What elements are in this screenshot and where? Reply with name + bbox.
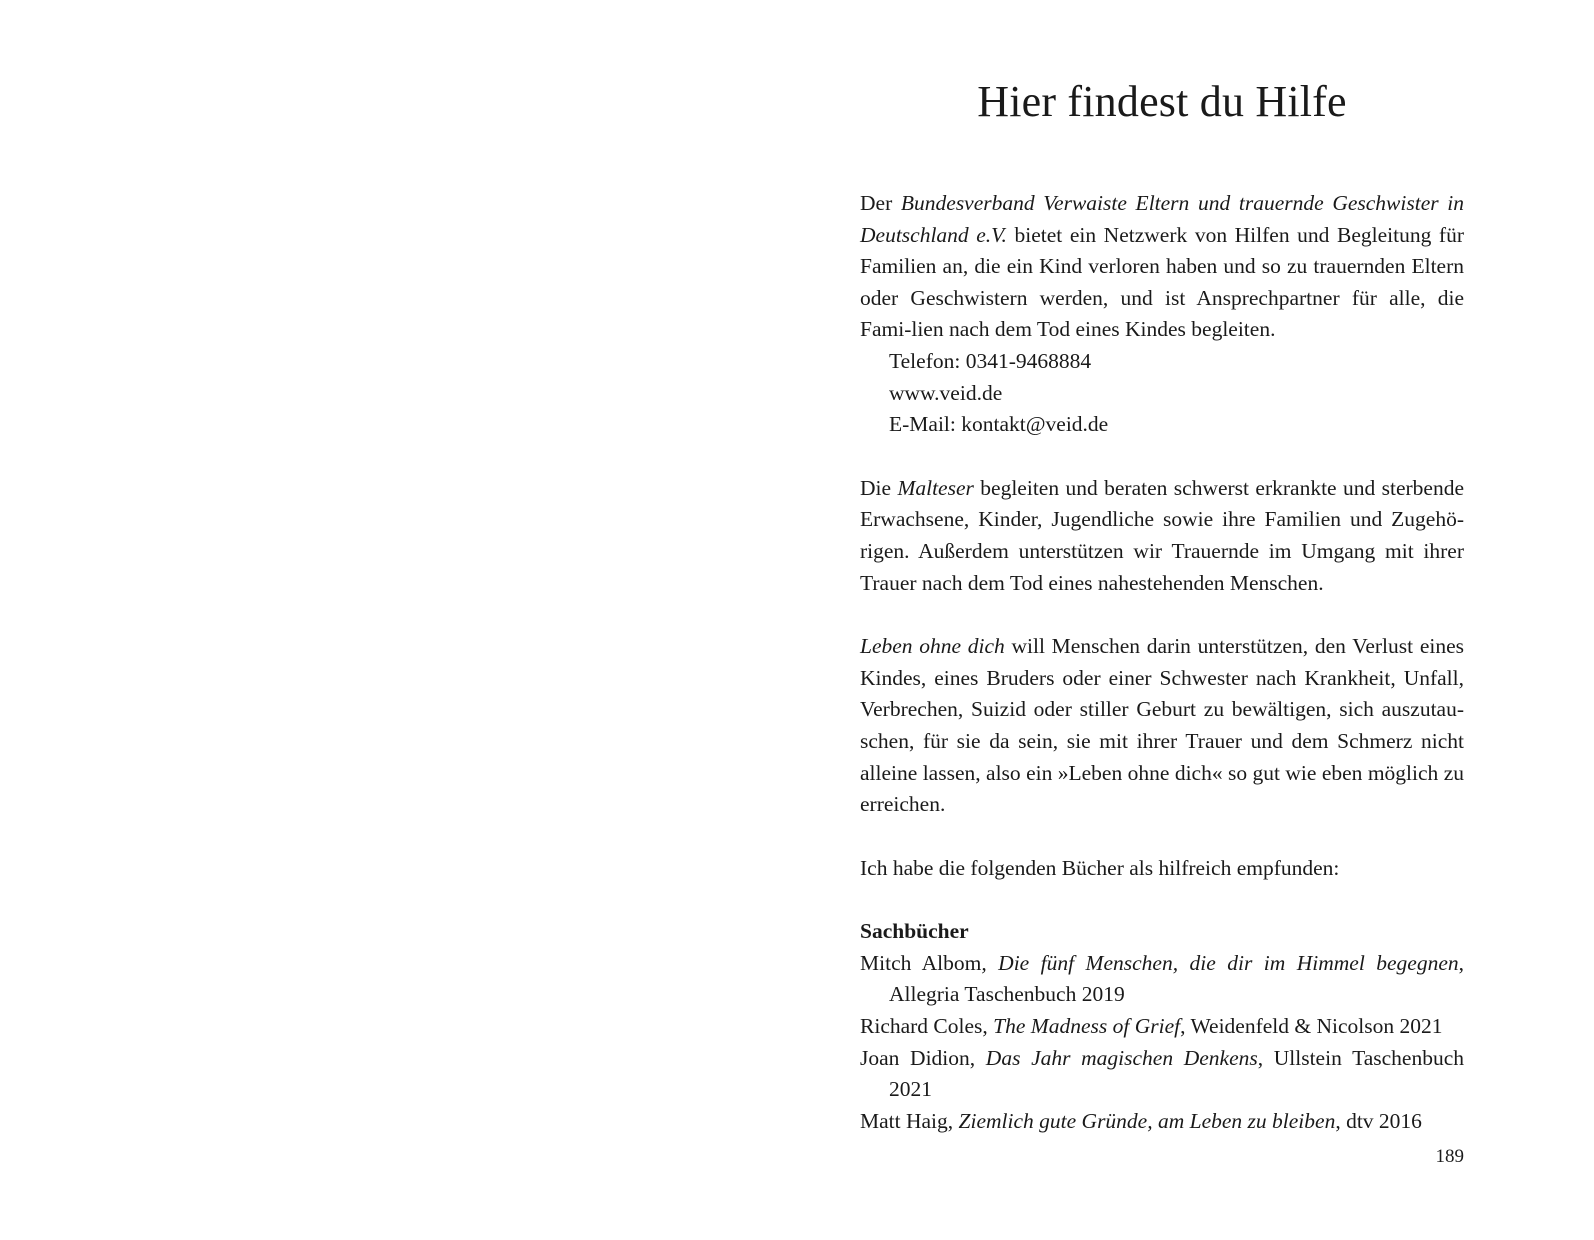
book-entry [860, 1011, 1464, 1043]
organization-name-leben-ohne-dich: Leben ohne dich [860, 634, 1005, 659]
page-number: 189 [1435, 1146, 1464, 1167]
book-separator: , [982, 1014, 994, 1039]
spacer [860, 884, 1464, 916]
phone-line: Telefon: 0341-9468884 [889, 348, 1092, 373]
book-separator: , [981, 950, 999, 975]
book-title: Das Jahr magischen Denkens [985, 1045, 1258, 1070]
book-title: Ziemlich gute Gründe, am Leben zu bleiben [958, 1108, 1336, 1133]
book-author: Matt Haig [860, 1108, 948, 1133]
book-entry [860, 1043, 1464, 1106]
book-publisher: , Allegria Taschenbuch 2019 [889, 950, 1464, 1007]
paragraph-books-intro: Ich habe die folgenden Bücher als hilfreich empfunden: [860, 855, 1340, 880]
website-link[interactable]: www.veid.de [889, 380, 1003, 405]
p1-text-start: Der [860, 191, 901, 215]
p1-text-rest: bietet ein Netzwerk von Hilfen und Begleitung für Familien an, die ein Kind verloren haben und so zu trauernden Eltern oder Geschwistern werden, und ist Ansprechpartner für alle, die Fami-lien nach dem Tod eines Kindes begleiten. [860, 222, 1464, 342]
paragraph-bundesverband [860, 188, 1464, 346]
book-title: Die fünf Menschen, die dir im Himmel begegnen [998, 950, 1459, 975]
book-publisher: , dtv 2016 [1335, 1108, 1422, 1133]
p2-text-start: Die [860, 475, 898, 500]
paragraph-leben-ohne-dich [860, 631, 1464, 821]
book-publisher: , Weidenfeld & Nicolson 2021 [1180, 1014, 1443, 1039]
body-text [860, 188, 1464, 1137]
paragraph-malteser [860, 473, 1464, 599]
book-list [860, 948, 1464, 1138]
organization-name-bundesverband: Bundesverband Verwaiste Eltern und trauernde Geschwister in Deutschland e.V. [860, 191, 1464, 247]
book-entry [860, 948, 1464, 1011]
spacer [860, 599, 1464, 631]
book-separator: , [969, 1045, 986, 1070]
section-heading-sachbuecher: Sachbücher [860, 919, 969, 944]
book-separator: , [947, 1108, 959, 1133]
organization-name-malteser: Malteser [897, 475, 974, 500]
p2-text-rest: begleiten und beraten schwerst erkrankte und sterbende Erwachsene, Kinder, Jugendliche sowie ihre Familien und Zugehö-rigen. Außerdem unterstützen wir Trauernde im Umgang mit ihrer Trauer nach dem Tod eines nahestehenden Menschen. [860, 475, 1465, 595]
book-author: Richard Coles [860, 1014, 983, 1039]
page-title: Hier findest du Hilfe [977, 77, 1347, 126]
p3-text-rest: will Menschen darin unterstützen, den Verlust eines Kindes, eines Bruders oder einer Schwester nach Krankheit, Unfall, Verbrechen, Suizid oder stiller Geburt zu bewältigen, sich auszutau-schen, für sie da sein, sie mit ihrer Trauer und dem Schmerz nicht alleine lassen, also ein »Leben ohne dich« so gut wie eben möglich zu erreichen. [860, 634, 1464, 817]
book-publisher: , Ullstein Taschenbuch 2021 [889, 1045, 1464, 1102]
contact-block [860, 346, 1464, 441]
book-author: Mitch Albom [860, 950, 982, 975]
book-author: Joan Didion [860, 1045, 970, 1070]
book-title: The Madness of Grief [993, 1014, 1181, 1039]
spacer [860, 441, 1464, 473]
book-entry [860, 1106, 1464, 1138]
email-line[interactable]: E-Mail: kontakt@veid.de [889, 412, 1109, 437]
spacer [860, 821, 1464, 853]
